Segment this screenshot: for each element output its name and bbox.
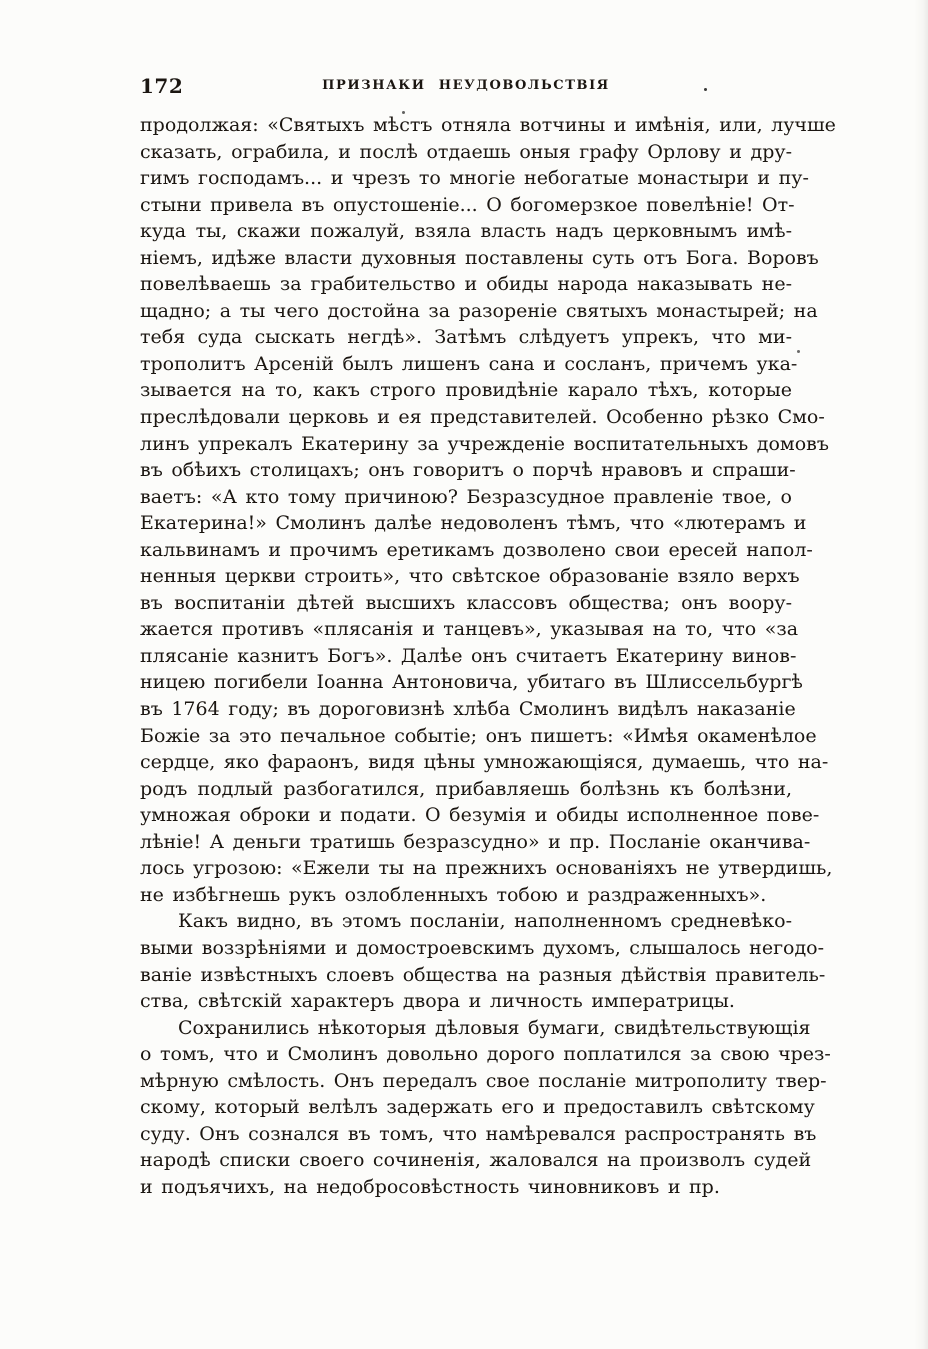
text-line: ства, свѣтскій характеръ двора и личность императрицы. bbox=[140, 990, 735, 1013]
text-line: ніемъ, идѣже власти духовныя поставлены суть отъ Бога. Воровъ bbox=[140, 246, 819, 269]
page-number: 172 bbox=[140, 74, 184, 98]
text-line: выми воззрѣніями и домостроевскимъ духомъ, слышалось негодо- bbox=[140, 936, 825, 959]
text-line: скому, который велѣлъ задержать его и предоставилъ свѣтскому bbox=[140, 1096, 815, 1119]
text-line: щадно; а ты чего достойна за разореніе святыхъ монастырей; на bbox=[140, 299, 818, 322]
text-line: кальвинамъ и прочимъ еретикамъ дозволено свои ересей напол- bbox=[140, 538, 813, 561]
text-line: сказать, ограбила, и послѣ отдаешь оныя графу Орлову и дру- bbox=[140, 140, 792, 163]
text-line: продолжая: «Святыхъ мѣстъ отняла вотчины и имѣнія, или, лучше bbox=[140, 114, 836, 136]
text-line: Какъ видно, въ этомъ посланіи, наполненномъ средневѣко- bbox=[178, 910, 792, 933]
text-line: стыни привела въ опустошеніе... О богомерзкое повелѣніе! От- bbox=[140, 193, 795, 216]
text-line: въ обѣихъ столицахъ; онъ говоритъ о порчѣ нравовъ и спраши- bbox=[140, 459, 796, 482]
text-line: суду. Онъ сознался въ томъ, что намѣревался распространять въ bbox=[140, 1122, 817, 1145]
text-line: сердце, яко фараонъ, видя цѣны умножающіяся, думаешь, что на- bbox=[140, 751, 829, 774]
text-line: народѣ списки своего сочиненія, жаловался на произволъ судей bbox=[140, 1149, 812, 1172]
paragraph bbox=[140, 112, 836, 908]
running-head bbox=[140, 74, 792, 98]
text-line: ваетъ: «А кто тому причиною? Безразсудное правленіе твое, о bbox=[140, 485, 792, 508]
page-body bbox=[140, 112, 836, 1200]
scan-speck bbox=[402, 111, 405, 114]
text-line: лѣніе! А деньги тратишь безразсудно» и пр. Посланіе оканчива- bbox=[140, 830, 811, 853]
paragraph bbox=[140, 908, 826, 1014]
text-line: куда ты, скажи пожалуй, взяла власть надъ церковнымъ имѣ- bbox=[140, 220, 792, 243]
text-line: линъ упрекалъ Екатерину за учрежденіе воспитательныхъ домовъ bbox=[140, 432, 829, 455]
text-line: лось угрозою: «Ежели ты на прежнихъ основаніяхъ не утвердишь, bbox=[140, 857, 833, 880]
text-line: плясаніе казнитъ Богъ». Далѣе онъ считаетъ Екатерину винов- bbox=[140, 644, 797, 667]
text-line: ницею погибели Іоанна Антоновича, убитаго въ Шлиссельбургѣ bbox=[140, 671, 803, 694]
text-line: ненныя церкви строить», что свѣтское образованіе взяло верхъ bbox=[140, 565, 800, 588]
text-line: Сохранились нѣкоторыя дѣловыя бумаги, свидѣтельствующія bbox=[178, 1016, 811, 1039]
text-line: не избѣгнешь рукъ озлобленныхъ тобою и раздраженныхъ». bbox=[140, 883, 767, 906]
text-line: ваніе извѣстныхъ слоевъ общества на разныя дѣйствія правитель- bbox=[140, 963, 826, 986]
text-line: гимъ господамъ... и чрезъ то многіе небогатые монастыри и пу- bbox=[140, 167, 809, 190]
paragraph bbox=[140, 1015, 831, 1201]
text-line: и подъячихъ, на недобросовѣстность чиновниковъ и пр. bbox=[140, 1175, 720, 1198]
running-title: ПРИЗНАКИ НЕУДОВОЛЬСТВІЯ bbox=[322, 78, 610, 93]
text-line: мѣрную смѣлость. Онъ передалъ свое посланіе митрополиту твер- bbox=[140, 1069, 827, 1092]
text-line: жается противъ «плясанія и танцевъ», указывая на то, что «за bbox=[140, 618, 799, 641]
scan-speck bbox=[704, 88, 707, 91]
text-line: тебя суда сыскать негдѣ». Затѣмъ слѣдуетъ упрекъ, что ми- bbox=[140, 326, 792, 349]
text-line: Божіе за это печальное событіе; онъ пишетъ: «Имѣя окаменѣлое bbox=[140, 724, 817, 747]
scan-speck bbox=[797, 350, 800, 353]
text-line: въ 1764 году; въ дороговизнѣ хлѣба Смолинъ видѣлъ наказаніе bbox=[140, 698, 796, 721]
text-line: умножая оброки и подати. О безумія и обиды исполненное пове- bbox=[140, 804, 820, 827]
text-line: о томъ, что и Смолинъ довольно дорого поплатился за свою чрез- bbox=[140, 1043, 831, 1066]
text-line: преслѣдовали церковь и ея представителей. Особенно рѣзко Смо- bbox=[140, 406, 825, 429]
text-line: въ воспитаніи дѣтей высшихъ классовъ общества; онъ воору- bbox=[140, 591, 792, 614]
text-line: Екатерина!» Смолинъ далѣе недоволенъ тѣмъ, что «лютерамъ и bbox=[140, 512, 807, 535]
text-line: зывается на то, какъ строго провидѣніе карало тѣхъ, которые bbox=[140, 379, 792, 402]
text-line: трополитъ Арсеній былъ лишенъ сана и сосланъ, причемъ ука- bbox=[140, 352, 798, 375]
text-line: родъ подлый разбогатился, прибавляешь болѣзнь къ болѣзни, bbox=[140, 777, 792, 800]
text-line: повелѣваешь за грабительство и обиды народа наказывать не- bbox=[140, 273, 792, 296]
